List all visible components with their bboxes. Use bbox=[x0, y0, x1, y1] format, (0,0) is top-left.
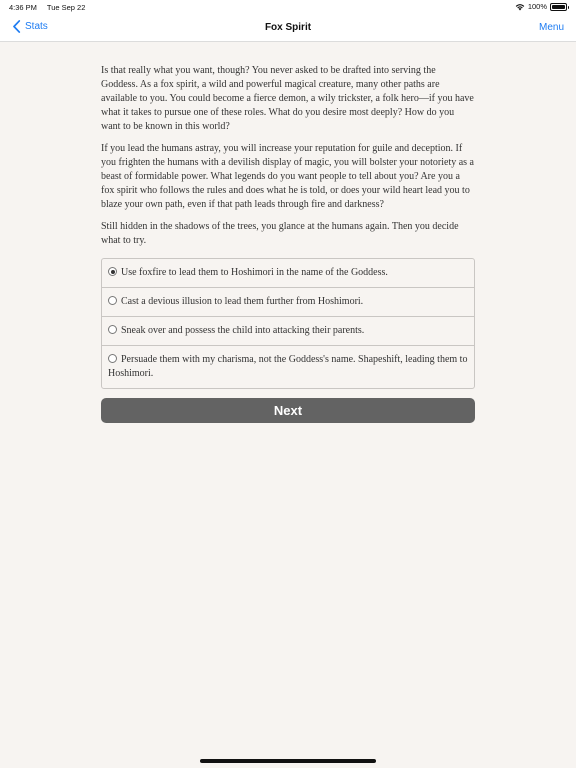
battery-percent: 100% bbox=[527, 2, 547, 11]
wifi-icon bbox=[515, 3, 525, 11]
nav-bar bbox=[0, 14, 576, 42]
choice-list bbox=[101, 258, 475, 389]
battery-icon bbox=[550, 3, 567, 11]
choice-label: Cast a devious illusion to lead them further from Hoshimori. bbox=[121, 296, 364, 307]
menu-button[interactable]: Menu bbox=[538, 22, 564, 33]
status-right bbox=[515, 2, 567, 11]
choice-label: Persuade them with my charisma, not the Goddess's name. Shapeshift, leading them to Hoshimori. bbox=[108, 354, 468, 379]
story-paragraph: Is that really what you want, though? You never asked to be drafted into serving the Goddess. As a fox spirit, a wild and powerful magical creature, many other paths are available to you. You could become a fierce demon, a wily trickster, a folk hero—if you have what it takes to pursue one of these roles. What do you desire most deeply? How do you want to be known in this world? bbox=[101, 65, 474, 132]
radio-icon[interactable] bbox=[108, 296, 117, 305]
choice-option[interactable] bbox=[102, 259, 474, 288]
story-paragraph: If you lead the humans astray, you will increase your reputation for guile and deception. If you frighten the humans with a devilish display of magic, you will bolster your notoriety as a beast of formidable power. What legends do you want people to tell about you? Are you a fox spirit who follows the rules and does what he is told, or does your wild heart lead you to blaze your own path, even if that path leads through fire and darkness? bbox=[101, 143, 474, 210]
status-date: Tue Sep 22 bbox=[46, 3, 86, 12]
status-time: 4:36 PM bbox=[9, 3, 37, 12]
radio-selected-icon[interactable] bbox=[108, 267, 117, 276]
choice-label: Use foxfire to lead them to Hoshimori in the name of the Goddess. bbox=[121, 267, 388, 278]
home-indicator[interactable] bbox=[200, 759, 376, 763]
story-paragraph: Still hidden in the shadows of the trees, you glance at the humans again. Then you decide what to try. bbox=[101, 221, 459, 246]
back-button-label: Stats bbox=[25, 21, 48, 32]
story-content bbox=[101, 64, 475, 423]
page-title: Fox Spirit bbox=[264, 22, 312, 33]
choice-option[interactable] bbox=[102, 346, 474, 388]
next-button[interactable]: Next bbox=[101, 398, 475, 423]
choice-option[interactable] bbox=[102, 288, 474, 317]
status-bar bbox=[0, 0, 576, 14]
choice-option[interactable] bbox=[102, 317, 474, 346]
choice-label: Sneak over and possess the child into attacking their parents. bbox=[121, 325, 365, 336]
radio-icon[interactable] bbox=[108, 354, 117, 363]
battery-fill bbox=[552, 5, 565, 9]
radio-icon[interactable] bbox=[108, 325, 117, 334]
status-left bbox=[9, 3, 93, 12]
